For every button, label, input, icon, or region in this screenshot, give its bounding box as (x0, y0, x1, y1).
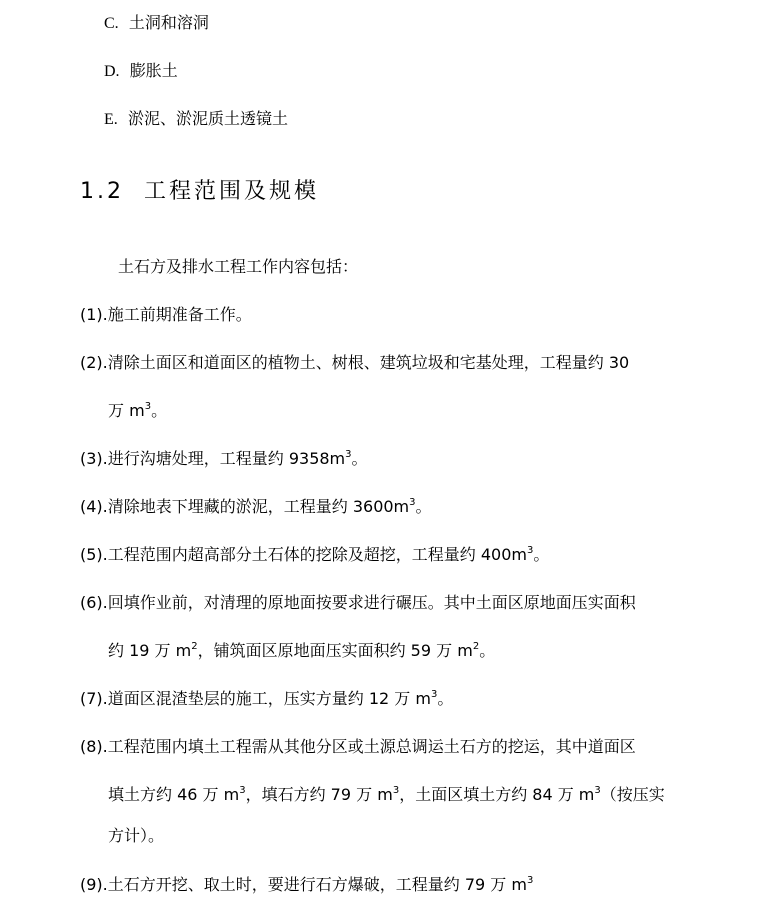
item-text: 万 m (108, 401, 145, 420)
superscript: 3 (144, 401, 152, 412)
section-title: 工程范围及规模 (144, 179, 320, 204)
item-text: 填土方约 46 万 m (108, 785, 240, 804)
superscript: 2 (472, 641, 480, 652)
item-text: （按压实 (600, 785, 665, 804)
section-heading (80, 178, 319, 206)
option-letter: D. (104, 63, 120, 80)
item-number: (3). (80, 449, 108, 468)
superscript: 3 (594, 785, 601, 796)
option-text: 膨胀土 (129, 61, 178, 80)
option-letter: C. (104, 15, 119, 32)
superscript: 3 (239, 785, 246, 796)
item-text: 。 (151, 401, 168, 420)
list-item-2-cont (108, 401, 167, 421)
item-text: 施工前期准备工作。 (107, 305, 252, 324)
item-text: 约 19 万 m (108, 641, 192, 660)
option-d (104, 61, 178, 82)
option-letter: E. (104, 111, 118, 128)
item-text: ，填石方约 79 万 m (245, 785, 393, 804)
item-text: 。 (479, 641, 496, 660)
superscript: 2 (191, 641, 198, 652)
item-text: 。 (533, 545, 550, 564)
item-text: 工程范围内填土工程需从其他分区或土源总调运土石方的挖运，其中道面区 (107, 737, 636, 756)
item-text: 。 (437, 689, 454, 708)
option-text: 淤泥、淤泥质土透镜土 (127, 109, 288, 128)
list-item-9 (80, 875, 533, 895)
option-c (104, 13, 209, 34)
list-item-8 (80, 737, 636, 757)
list-item-8-cont (108, 785, 665, 805)
item-text: 土石方开挖、取土时，要进行石方爆破，工程量约 79 万 m (107, 875, 527, 894)
item-number: (7). (80, 689, 108, 708)
superscript: 3 (409, 497, 416, 508)
list-item-7 (80, 689, 453, 709)
section-number: 1.2 (80, 179, 124, 204)
list-item-8-cont2: 方计）。 (108, 826, 165, 845)
item-number: (8). (80, 737, 108, 756)
item-number: (1). (80, 305, 108, 324)
option-e (104, 109, 288, 130)
item-text: ，土面区填土方约 84 万 m (399, 785, 595, 804)
item-number: (9). (80, 875, 108, 894)
item-number: (6). (80, 593, 108, 612)
list-item-1 (80, 305, 252, 325)
list-item-3 (80, 449, 368, 469)
item-text: 清除土面区和道面区的植物土、树根、建筑垃圾和宅基处理，工程量约 30 (107, 353, 630, 372)
list-item-6 (80, 593, 636, 613)
item-number: (2). (80, 353, 108, 372)
item-text: 清除地表下埋藏的淤泥，工程量约 3600m (107, 497, 410, 516)
list-item-2 (80, 353, 629, 373)
item-text: 进行沟塘处理，工程量约 9358m (107, 449, 346, 468)
superscript: 3 (392, 785, 400, 796)
superscript: 3 (526, 545, 534, 556)
item-text: 工程范围内超高部分土石体的挖除及超挖，工程量约 400m (107, 545, 527, 564)
item-text: 。 (351, 449, 368, 468)
superscript: 3 (345, 449, 352, 460)
option-text: 土洞和溶洞 (128, 13, 209, 32)
list-item-4 (80, 497, 432, 517)
item-text: 。 (415, 497, 432, 516)
item-text: 回填作业前，对清理的原地面按要求进行碾压。其中土面区原地面压实面积 (107, 593, 636, 612)
item-text: 道面区混渣垫层的施工，压实方量约 12 万 m (107, 689, 431, 708)
item-text: ，铺筑面区原地面压实面积约 59 万 m (197, 641, 473, 660)
superscript: 3 (430, 689, 438, 700)
list-item-5 (80, 545, 549, 565)
item-number: (4). (80, 497, 108, 516)
superscript: 3 (526, 875, 534, 886)
item-number: (5). (80, 545, 108, 564)
list-item-6-cont (108, 641, 495, 661)
intro-text: 土石方及排水工程工作内容包括： (118, 257, 359, 276)
